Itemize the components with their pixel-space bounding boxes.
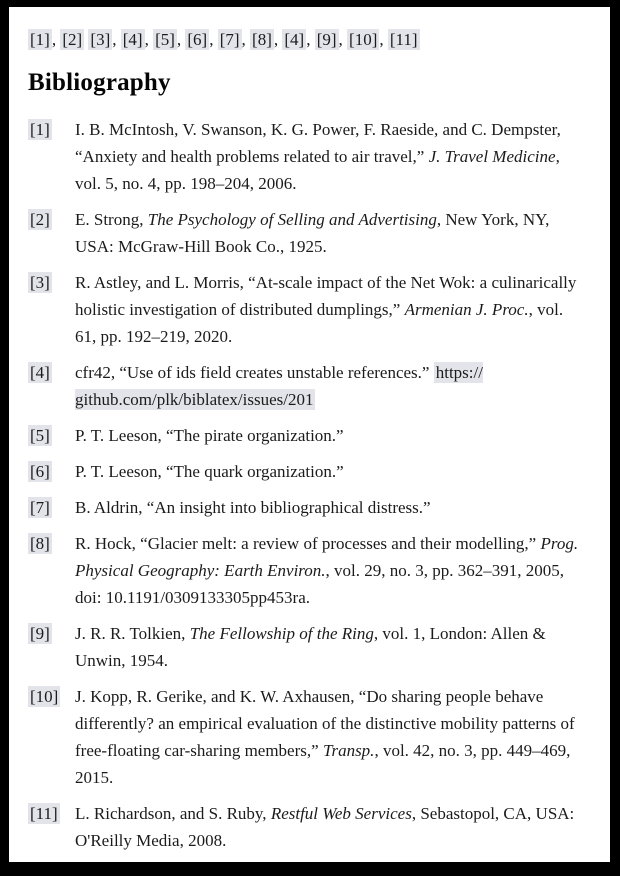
bib-entry <box>28 458 585 485</box>
bib-entry-anchor[interactable]: [3] <box>30 273 50 292</box>
bib-entry <box>28 422 585 449</box>
italic-title: Prog. Physical Geography: Earth Environ. <box>75 534 579 580</box>
citation-link[interactable]: [5] <box>155 30 175 49</box>
bib-entry-text: R. Astley, and L. Morris, “At-scale impact of the Net Wok: a culinarically holistic investigation of distributed dumplings,” Armenian J. Proc., vol. 61, pp. 192–219, 2020. <box>75 273 577 346</box>
bib-entry <box>28 530 585 611</box>
citation-link[interactable]: [1] <box>30 30 50 49</box>
bib-entry-text: cfr42, “Use of ids field creates unstable references.” https://github.com/plk/biblatex/issues/201 <box>75 363 483 409</box>
italic-title: J. Travel Medicine <box>428 147 556 166</box>
bib-entry-label <box>28 683 75 710</box>
bibliography-list <box>28 116 585 854</box>
citation-link[interactable]: [4] <box>284 30 305 49</box>
citation-link[interactable]: [6] <box>187 30 208 49</box>
italic-title: Armenian J. Proc. <box>404 300 529 319</box>
bib-entry-label <box>28 620 75 647</box>
bib-entry-anchor[interactable]: [8] <box>30 534 50 553</box>
bib-entry-anchor[interactable]: [10] <box>30 687 59 706</box>
bib-entry-anchor[interactable]: [5] <box>30 426 50 445</box>
italic-title: The Fellowship of the Ring <box>189 624 374 643</box>
citation-link[interactable]: [2] <box>62 30 83 49</box>
bib-entry-url-link[interactable]: https://github.com/plk/biblatex/issues/201 <box>75 363 483 409</box>
bib-entry-label <box>28 530 75 557</box>
citation-link[interactable]: [8] <box>252 30 272 49</box>
bib-entry-label <box>28 458 75 485</box>
citation-link[interactable]: [4] <box>122 30 143 49</box>
bib-entry-label <box>28 800 75 827</box>
citation-line: [1] , [2] [3] , [4] , [5] , [6] , [7] , [8] , [4] , [9] , [10] , [11] <box>30 30 418 49</box>
bib-entry-anchor[interactable]: [1] <box>30 120 50 139</box>
italic-title: Restful Web Services <box>270 804 412 823</box>
bib-entry-anchor[interactable]: [2] <box>30 210 50 229</box>
bib-entry <box>28 359 585 413</box>
bib-entry-anchor[interactable]: [6] <box>30 462 50 481</box>
bib-entry-text: P. T. Leeson, “The pirate organization.” <box>75 426 344 445</box>
document-page <box>9 7 610 862</box>
citation-link[interactable]: [9] <box>316 30 337 49</box>
bib-entry-text: P. T. Leeson, “The quark organization.” <box>75 462 344 481</box>
bib-entry-label <box>28 269 75 296</box>
bib-entry-anchor[interactable]: [4] <box>30 363 50 382</box>
citation-link[interactable]: [7] <box>219 30 240 49</box>
bib-entry-text: I. B. McIntosh, V. Swanson, K. G. Power, F. Raeside, and C. Dempster, “Anxiety and health problems related to air travel,” J. Travel Medicine, vol. 5, no. 4, pp. 198–204, 2006. <box>75 120 561 193</box>
citation-link[interactable]: [11] <box>389 30 418 49</box>
bibliography-heading: Bibliography <box>28 69 171 96</box>
bib-entry <box>28 494 585 521</box>
italic-title: The Psychology of Selling and Advertising <box>147 210 437 229</box>
bib-entry-text: E. Strong, The Psychology of Selling and Advertising, New York, NY, USA: McGraw-Hill Book Co., 1925. <box>75 210 550 256</box>
bib-entry-text: B. Aldrin, “An insight into bibliographical distress.” <box>75 498 431 517</box>
bib-entry <box>28 116 585 197</box>
bib-entry <box>28 683 585 791</box>
bib-entry-text: L. Richardson, and S. Ruby, Restful Web Services, Sebastopol, CA, USA: O'Reilly Media, 2008. <box>75 804 575 850</box>
bib-entry <box>28 206 585 260</box>
bib-entry-text: J. R. R. Tolkien, The Fellowship of the Ring, vol. 1, London: Allen & Unwin, 1954. <box>75 624 546 670</box>
bib-entry-label <box>28 359 75 386</box>
bib-entry-anchor[interactable]: [11] <box>30 804 58 823</box>
citation-link[interactable]: [3] <box>90 30 111 49</box>
bib-entry-label <box>28 206 75 233</box>
bib-entry <box>28 269 585 350</box>
italic-title: Transp. <box>322 741 375 760</box>
citation-link[interactable]: [10] <box>349 30 378 49</box>
bib-entry <box>28 620 585 674</box>
bib-entry-anchor[interactable]: [7] <box>30 498 50 517</box>
bib-entry <box>28 800 585 854</box>
bib-entry-text: J. Kopp, R. Gerike, and K. W. Axhausen, “Do sharing people behave differently? an empirical evaluation of the distinctive mobility patterns of free-floating car-sharing members,” Transp., vol. 42, no. 3, pp. 449–469, 2015. <box>75 687 575 787</box>
bib-entry-label <box>28 116 75 143</box>
bib-entry-label <box>28 422 75 449</box>
bib-entry-text: R. Hock, “Glacier melt: a review of processes and their modelling,” Prog. Physical Geography: Earth Environ., vol. 29, no. 3, pp. 362–391, 2005, doi: 10.1191/0309133305pp453ra. <box>75 534 579 607</box>
bib-entry-label <box>28 494 75 521</box>
bib-entry-anchor[interactable]: [9] <box>30 624 50 643</box>
